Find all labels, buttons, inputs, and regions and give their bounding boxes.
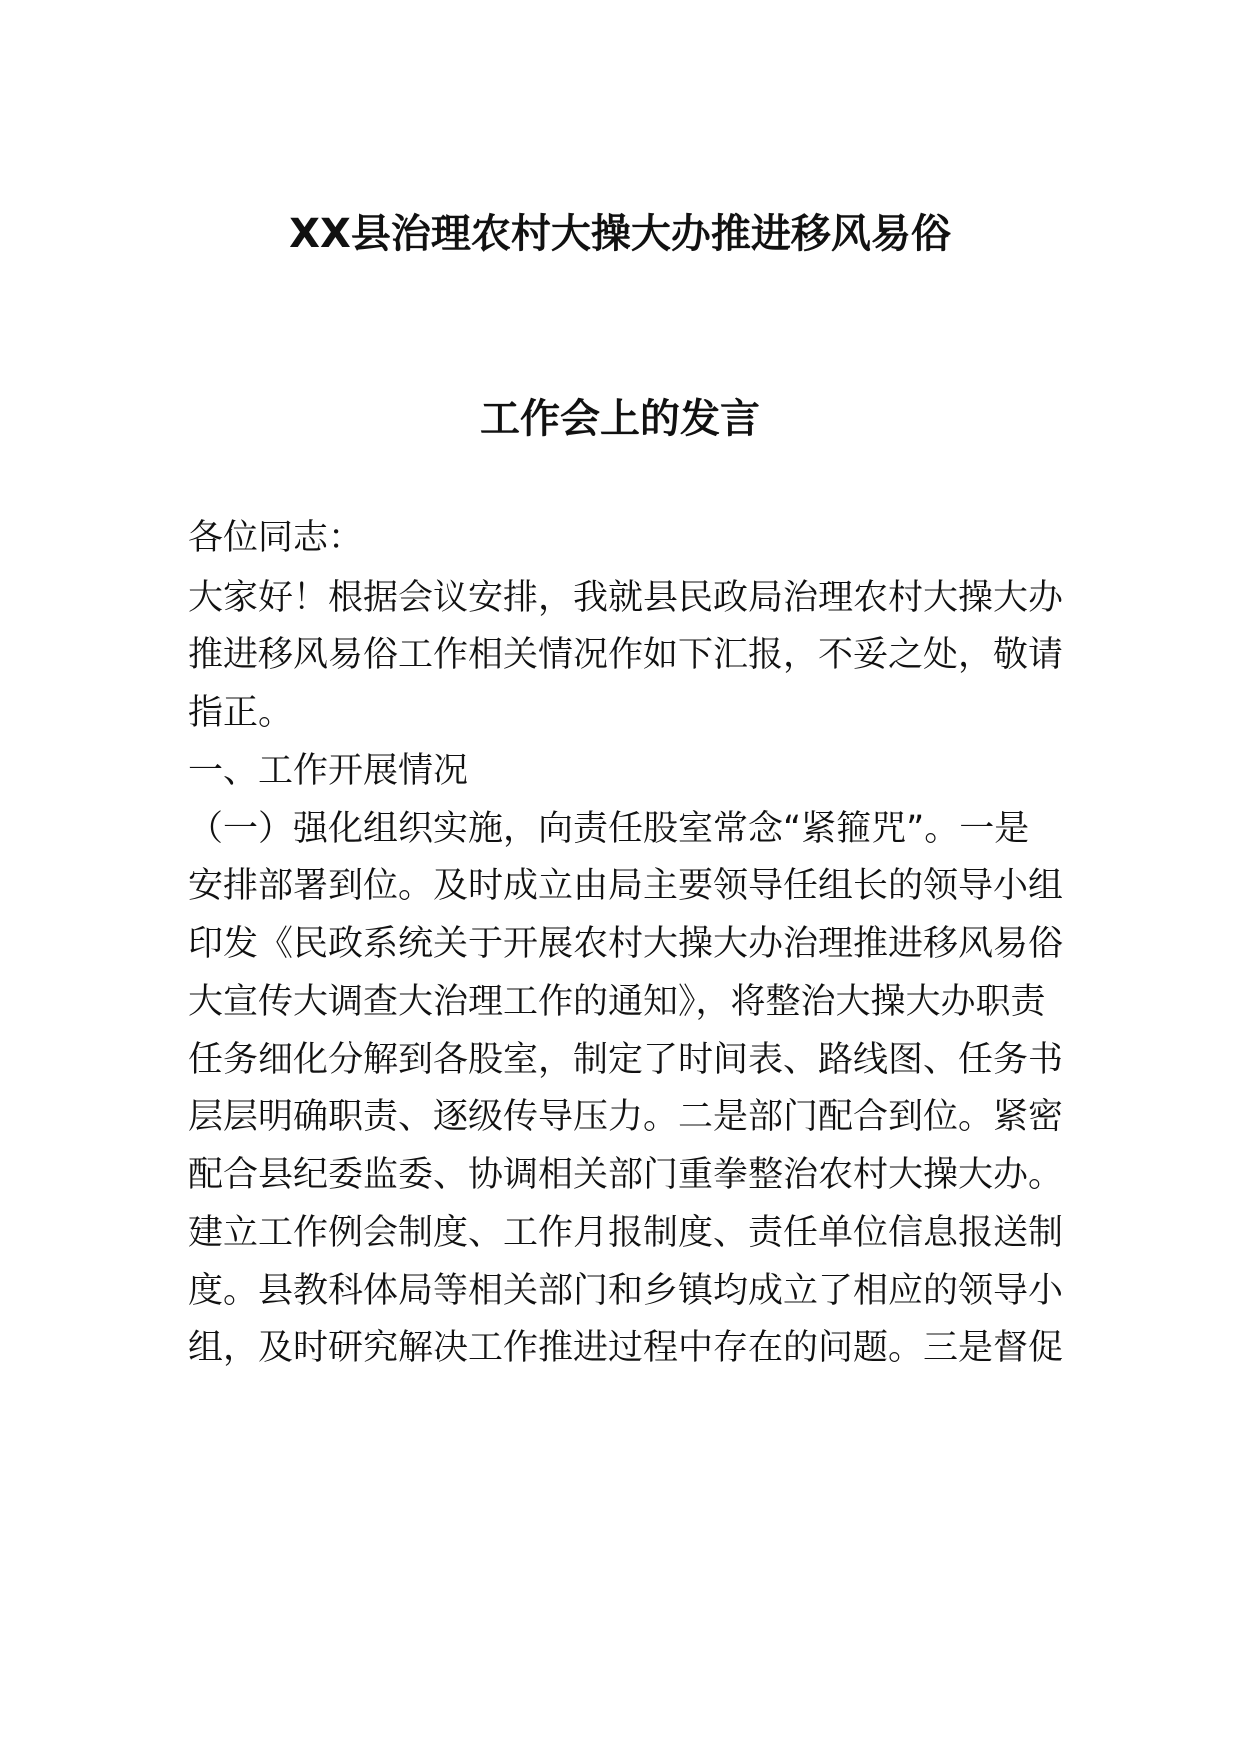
paragraph-line: 组，及时研究解决工作推进过程中存在的问题。三是督促 [188, 1328, 1064, 1368]
document-title-line-1: XX县治理农村大操大办推进移风易俗 [289, 211, 951, 257]
paragraph-line: 建立工作例会制度、工作月报制度、责任单位信息报送制 [188, 1213, 1064, 1253]
paragraph-line: 配合县纪委监委、协调相关部门重拳整治农村大操大办。 [188, 1155, 1064, 1195]
salutation: 各位同志： [188, 518, 364, 558]
paragraph-line: 大宣传大调查大治理工作的通知》，将整治大操大办职责 [188, 982, 1046, 1022]
paragraph-line: 安排部署到位。及时成立由局主要领导任组长的领导小组 [188, 866, 1064, 906]
document-title-line-2: 工作会上的发言 [480, 396, 760, 442]
paragraph-line: 印发《民政系统关于开展农村大操大办治理推进移风易俗 [188, 924, 1064, 964]
section-heading: 一、工作开展情况 [188, 751, 469, 791]
paragraph-line: 度。县教科体局等相关部门和乡镇均成立了相应的领导小 [188, 1271, 1064, 1311]
paragraph-line: 层层明确职责、逐级传导压力。二是部门配合到位。紧密 [188, 1097, 1064, 1137]
paragraph-line: 推进移风易俗工作相关情况作如下汇报，不妥之处，敬请 [188, 635, 1064, 675]
paragraph-line: 任务细化分解到各股室，制定了时间表、路线图、任务书 [188, 1040, 1064, 1080]
paragraph-line: 指正。 [188, 693, 294, 733]
paragraph-line: 大家好！根据会议安排，我就县民政局治理农村大操大办 [188, 578, 1064, 618]
paragraph-line: （一）强化组织实施，向责任股室常念“紧箍咒”。一是 [188, 809, 1030, 849]
